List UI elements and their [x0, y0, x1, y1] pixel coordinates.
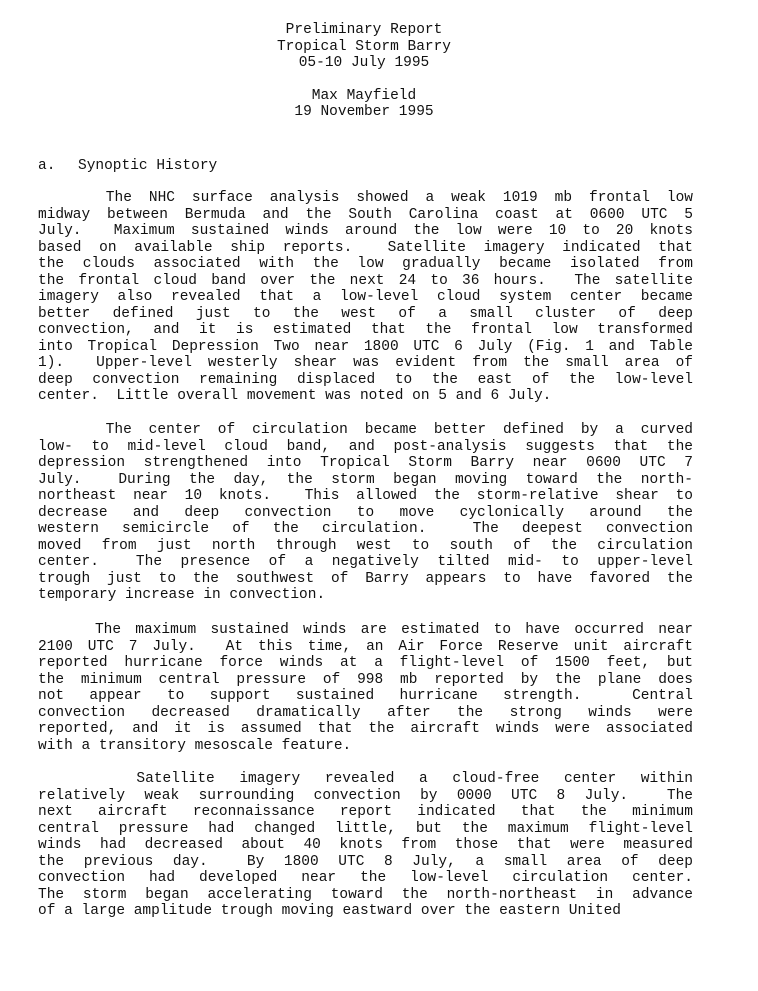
paragraph-3	[38, 622, 693, 754]
text-line: The NHC surface analysis showed a weak 1019 mb frontal low	[38, 190, 693, 206]
text-line: not appear to support sustained hurricane strength. Central	[38, 688, 693, 704]
text-line: convection decreased dramatically after the strong winds were	[38, 704, 693, 721]
report-header	[0, 22, 728, 121]
text-line: based on available ship reports. Satellite imagery indicated that	[38, 239, 693, 256]
text-line: deep convection remaining displaced to the east of the low-level	[38, 371, 693, 388]
section-letter: a.	[38, 158, 56, 174]
text-line: Satellite imagery revealed a cloud-free center within	[38, 771, 693, 787]
text-line: the previous day. By 1800 UTC 8 July, a small area of deep	[38, 853, 693, 870]
paragraph-4	[38, 771, 693, 920]
text-line: 2100 UTC 7 July. At this time, an Air Force Reserve unit aircraft	[38, 638, 693, 655]
text-line: depression strengthened into Tropical Storm Barry near 0600 UTC 7	[38, 455, 693, 471]
text-line: moved from just north through west to south of the circulation	[38, 537, 693, 554]
text-line: reported hurricane force winds at a flight-level of 1500 feet, but	[38, 655, 693, 671]
text-line: the frontal cloud band over the next 24 to 36 hours. The satellite	[38, 272, 693, 289]
paragraph-2	[38, 422, 693, 604]
text-line: the clouds associated with the low gradually became isolated from	[38, 256, 693, 272]
text-line: winds had decreased about 40 knots from those that were measured	[38, 837, 693, 853]
storm-dates: 05-10 July 1995	[298, 55, 430, 71]
text-line: The center of circulation became better defined by a curved	[38, 422, 693, 438]
text-line: next aircraft reconnaissance report indicated that the minimum	[38, 804, 693, 820]
text-line: better defined just to the west of a small cluster of deep	[38, 305, 693, 322]
text-line: temporary increase in convection.	[38, 587, 326, 603]
text-line: decrease and deep convection to move cyclonically around the	[38, 504, 693, 521]
text-line: July. During the day, the storm began moving toward the north-	[38, 471, 693, 488]
paragraph-1	[38, 190, 693, 405]
text-line: central pressure had changed little, but the maximum flight-level	[38, 820, 693, 837]
text-line: with a transitory mesoscale feature.	[38, 737, 352, 754]
text-line: convection, and it is estimated that the frontal low transformed	[38, 322, 693, 338]
text-line: center. Little overall movement was noted on 5 and 6 July.	[38, 388, 552, 404]
author-name: Max Mayfield	[311, 87, 417, 104]
text-line: western semicircle of the circulation. The deepest convection	[38, 521, 693, 537]
text-line: low- to mid-level cloud band, and post-analysis suggests that the	[38, 438, 693, 455]
report-date: 19 November 1995	[294, 104, 434, 120]
text-line: reported, and it is assumed that the aircraft winds were associated	[38, 721, 693, 737]
text-line: center. The presence of a negatively tilted mid- to upper-level	[38, 554, 693, 570]
text-line: July. Maximum sustained winds around the low were 10 to 20 knots	[38, 223, 693, 239]
section-title: Synoptic History	[78, 158, 218, 174]
text-line: imagery also revealed that a low-level cloud system center became	[38, 289, 693, 305]
text-line: trough just to the southwest of Barry appears to have favored the	[38, 570, 693, 587]
report-type: Preliminary Report	[285, 22, 443, 38]
text-line: relatively weak surrounding convection by 0000 UTC 8 July. The	[38, 787, 693, 804]
text-line: the minimum central pressure of 998 mb reported by the plane does	[38, 671, 693, 688]
section-heading	[38, 158, 217, 175]
text-line: The maximum sustained winds are estimated to have occurred near	[38, 622, 693, 638]
storm-name: Tropical Storm Barry	[276, 38, 452, 55]
text-line: convection had developed near the low-level circulation center.	[38, 870, 693, 886]
text-line: of a large amplitude trough moving eastward over the eastern United	[38, 903, 621, 919]
text-line: 1). Upper-level westerly shear was evident from the small area of	[38, 355, 693, 371]
text-line: The storm began accelerating toward the north-northeast in advance	[38, 886, 693, 903]
text-line: into Tropical Depression Two near 1800 UTC 6 July (Fig. 1 and Table	[38, 338, 693, 355]
text-line: northeast near 10 knots. This allowed the storm-relative shear to	[38, 488, 693, 504]
text-line: midway between Bermuda and the South Carolina coast at 0600 UTC 5	[38, 206, 693, 223]
